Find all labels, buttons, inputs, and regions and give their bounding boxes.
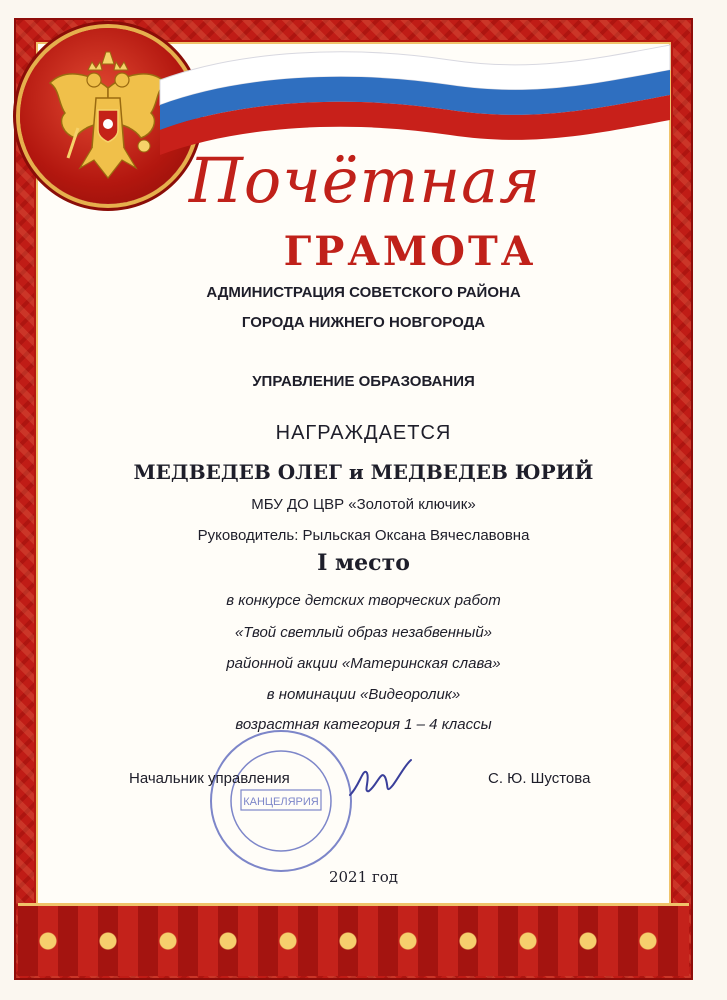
signatory-name: С. Ю. Шустова (488, 770, 591, 787)
detail-line-4: в номинации «Видеоролик» (266, 686, 461, 703)
detail-line-5: возрастная категория 1 – 4 классы (235, 716, 492, 733)
recipients: МЕДВЕДЕВ ОЛЕГ и МЕДВЕДЕВ ЮРИЙ (133, 460, 594, 484)
handwritten-signature (345, 755, 415, 805)
year: 2021 год (328, 868, 399, 886)
detail-line-3: районной акции «Материнская слава» (226, 655, 501, 672)
organization: МБУ ДО ЦВР «Золотой ключик» (251, 496, 476, 513)
certificate-title-script: Почётная (188, 144, 542, 217)
supervisor: Руководитель: Рыльская Оксана Вячеславовна (197, 527, 530, 544)
detail-line-2: «Твой светлый образ незабвенный» (234, 624, 493, 641)
awarded-label: НАГРАЖДАЕТСЯ (275, 422, 452, 444)
signatory-position: Начальник управления (129, 770, 290, 787)
department: УПРАВЛЕНИЕ ОБРАЗОВАНИЯ (252, 373, 475, 390)
issuer-line-2: ГОРОДА НИЖНЕГО НОВГОРОДА (241, 314, 486, 331)
official-stamp (206, 726, 356, 876)
issuer-line-1: АДМИНИСТРАЦИЯ СОВЕТСКОГО РАЙОНА (206, 284, 521, 301)
place: I место (317, 550, 410, 576)
certificate-title: ГРАМОТА (283, 228, 537, 275)
detail-line-1: в конкурсе детских творческих работ (226, 592, 501, 609)
bottom-ornament (18, 903, 689, 976)
stamp-text: КАНЦЕЛЯРИЯ (243, 796, 319, 808)
